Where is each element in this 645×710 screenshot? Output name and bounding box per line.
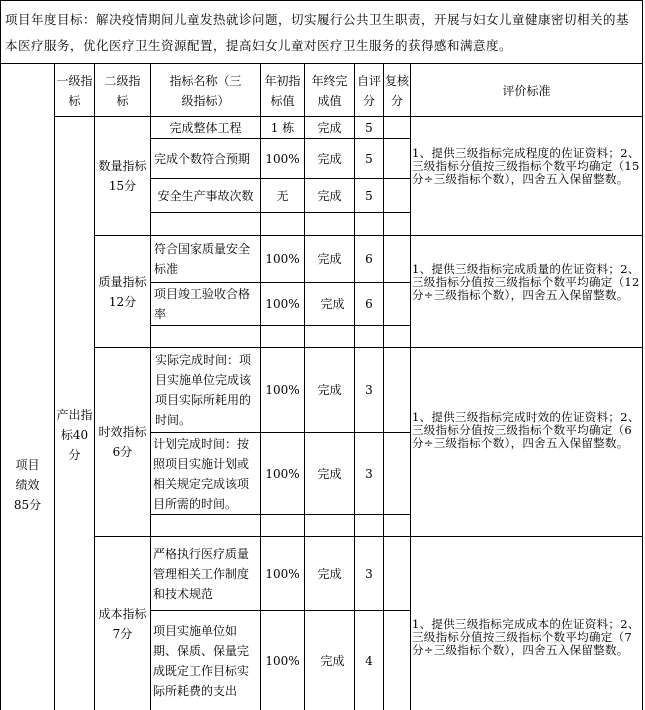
self-score: 5 <box>365 151 373 166</box>
project-performance-label: 项目绩效85分 <box>13 458 42 512</box>
row-divider <box>150 325 410 326</box>
final-value: 完成 <box>317 383 342 397</box>
criteria-text: 1、提供三级指标完成质量的佐证资料；2、三级指标分值按三级指标个数平均确定（12 分÷三级指标个数），四舍五入保留整数。 <box>412 262 640 302</box>
indicator-name: 符合国家质量安全标准 <box>154 242 251 276</box>
indicator-name: 项目实施单位如期、保质、保量完成既定工作目标实际所耗费的支出 <box>153 623 250 698</box>
initial-value: 100% <box>265 653 300 668</box>
column-divider <box>54 64 55 710</box>
criteria-text: 1、提供三级指标完成时效的佐证资料；2、三级指标分值按三级指标个数平均确定（6 分÷三级指标个数），四舍五入保留整数。 <box>412 410 640 450</box>
self-score: 5 <box>365 120 373 135</box>
final-value: 完成 <box>317 120 342 135</box>
table-border-right <box>642 64 643 710</box>
self-score: 3 <box>365 466 373 481</box>
header-level2: 二级指标 <box>104 74 141 108</box>
initial-value: 100% <box>265 383 300 397</box>
final-value: 完成 <box>317 466 342 481</box>
group-quality: 质量指标12分 <box>98 274 147 309</box>
initial-value: 无 <box>276 188 289 203</box>
final-value: 完成 <box>317 151 342 166</box>
header-final: 年终完成值 <box>311 74 348 108</box>
initial-value: 1 栋 <box>270 120 295 135</box>
row-divider <box>150 514 410 515</box>
self-score: 5 <box>365 188 373 203</box>
row-divider <box>150 212 410 213</box>
annual-goal: 项目年度目标：解决疫情期间儿童发热就诊问题，切实履行公共卫生职责，开展与妇女儿童健康密切相关的基本医疗服务，优化医疗卫生资源配置，提高妇女儿童对医疗卫生服务的获得感和满意度。 <box>0 0 643 64</box>
initial-value: 100% <box>265 297 300 311</box>
initial-value: 100% <box>265 566 300 581</box>
header-review-score: 复核分 <box>384 74 409 108</box>
indicator-name: 严格执行医疗质量管理相关工作制度和技术规范 <box>153 546 250 601</box>
final-value: 完成 <box>317 252 342 266</box>
criteria-text: 1、提供三级指标完成程度的佐证资料；2、三级指标分值按三级指标个数平均确定（15 分÷三级指标个数），四舍五入保留整数。 <box>412 146 640 186</box>
criteria-text: 1、提供三级指标完成成本的佐证资料；2、三级指标分值按三级指标个数平均确定（7 分÷三级指标个数），四舍五入保留整数。 <box>412 617 640 657</box>
table-border-left <box>0 64 1 710</box>
indicator-name: 计划完成时间：按照项目实施计划或相关规定完成该项目所需的时间。 <box>153 436 250 511</box>
indicator-name: 项目竣工验收合格率 <box>154 287 251 321</box>
column-divider <box>410 64 411 710</box>
indicator-name: 完成个数符合预期 <box>154 151 251 166</box>
initial-value: 100% <box>265 151 300 166</box>
self-score: 3 <box>365 383 373 397</box>
output-indicator-label: 产出指标40分 <box>56 408 93 462</box>
self-score: 4 <box>365 653 373 668</box>
column-divider <box>383 64 384 710</box>
self-score: 6 <box>365 297 373 311</box>
final-value: 完成 <box>317 566 342 581</box>
final-value: 完成 <box>320 297 345 311</box>
header-self-score: 自评分 <box>356 74 381 108</box>
self-score: 6 <box>365 252 373 266</box>
initial-value: 100% <box>265 466 300 481</box>
group-timeliness: 时效指标6分 <box>98 425 147 459</box>
header-level1: 一级指标 <box>56 74 93 108</box>
group-cost: 成本指标7分 <box>98 606 147 641</box>
indicator-name: 实际完成时间：项目实施单位完成该项目实际所耗用的时间。 <box>155 353 252 427</box>
indicator-name: 完成整体工程 <box>169 120 242 135</box>
header-criteria: 评价标准 <box>502 84 551 98</box>
header-indicator: 指标名称（三级指标） <box>169 74 242 108</box>
self-score: 3 <box>365 566 373 581</box>
group-quantity: 数量指标15分 <box>98 159 147 193</box>
initial-value: 100% <box>265 252 300 266</box>
header-initial: 年初指标值 <box>264 74 301 108</box>
final-value: 完成 <box>317 188 342 203</box>
indicator-name: 安全生产事故次数 <box>157 188 254 203</box>
final-value: 完成 <box>320 653 345 668</box>
